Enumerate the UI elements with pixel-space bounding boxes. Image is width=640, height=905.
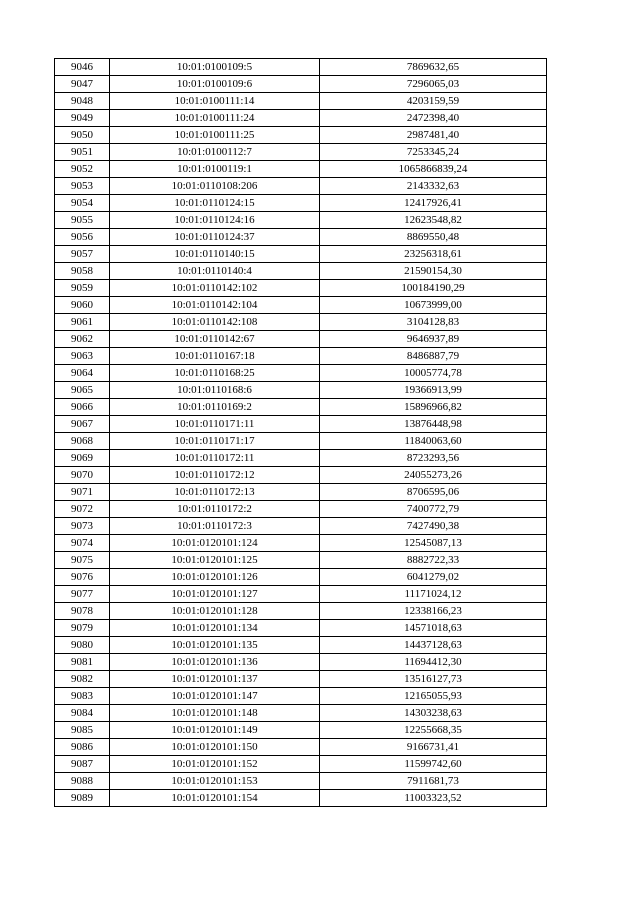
value-cell: 11003323,52 [320, 790, 547, 807]
row-number-cell: 9054 [55, 195, 110, 212]
cadastral-number-cell: 10:01:0120101:124 [110, 535, 320, 552]
value-cell: 2143332,63 [320, 178, 547, 195]
cadastral-number-cell: 10:01:0120101:126 [110, 569, 320, 586]
value-cell: 19366913,99 [320, 382, 547, 399]
table-row [55, 76, 547, 93]
row-number-cell: 9066 [55, 399, 110, 416]
cadastral-number-cell: 10:01:0110172:11 [110, 450, 320, 467]
row-number-cell: 9063 [55, 348, 110, 365]
row-number-cell: 9051 [55, 144, 110, 161]
value-cell: 4203159,59 [320, 93, 547, 110]
row-number-cell: 9069 [55, 450, 110, 467]
table-row [55, 297, 547, 314]
row-number-cell: 9073 [55, 518, 110, 535]
cadastral-number-cell: 10:01:0110168:6 [110, 382, 320, 399]
cadastral-number-cell: 10:01:0110172:2 [110, 501, 320, 518]
cadastral-number-cell: 10:01:0110124:37 [110, 229, 320, 246]
table-row [55, 518, 547, 535]
value-cell: 12623548,82 [320, 212, 547, 229]
row-number-cell: 9050 [55, 127, 110, 144]
table-row [55, 127, 547, 144]
table-row [55, 620, 547, 637]
table-row [55, 756, 547, 773]
row-number-cell: 9089 [55, 790, 110, 807]
table-row [55, 433, 547, 450]
cadastral-number-cell: 10:01:0110142:67 [110, 331, 320, 348]
cadastral-number-cell: 10:01:0110171:17 [110, 433, 320, 450]
cadastral-number-cell: 10:01:0120101:125 [110, 552, 320, 569]
row-number-cell: 9056 [55, 229, 110, 246]
cadastral-number-cell: 10:01:0120101:154 [110, 790, 320, 807]
cadastral-number-cell: 10:01:0120101:149 [110, 722, 320, 739]
table-row [55, 110, 547, 127]
cadastral-number-cell: 10:01:0120101:150 [110, 739, 320, 756]
cadastral-number-cell: 10:01:0100111:24 [110, 110, 320, 127]
table-row [55, 773, 547, 790]
cadastral-number-cell: 10:01:0120101:152 [110, 756, 320, 773]
value-cell: 7400772,79 [320, 501, 547, 518]
table-row [55, 501, 547, 518]
row-number-cell: 9075 [55, 552, 110, 569]
cadastral-number-cell: 10:01:0120101:147 [110, 688, 320, 705]
cadastral-number-cell: 10:01:0110172:3 [110, 518, 320, 535]
table-row [55, 671, 547, 688]
row-number-cell: 9061 [55, 314, 110, 331]
table-row [55, 382, 547, 399]
table-row [55, 705, 547, 722]
cadastral-number-cell: 10:01:0110168:25 [110, 365, 320, 382]
table-row [55, 161, 547, 178]
value-cell: 23256318,61 [320, 246, 547, 263]
value-cell: 10005774,78 [320, 365, 547, 382]
table-row [55, 348, 547, 365]
value-cell: 6041279,02 [320, 569, 547, 586]
value-cell: 12255668,35 [320, 722, 547, 739]
row-number-cell: 9087 [55, 756, 110, 773]
value-cell: 12165055,93 [320, 688, 547, 705]
value-cell: 24055273,26 [320, 467, 547, 484]
table-row [55, 212, 547, 229]
cadastral-number-cell: 10:01:0100109:6 [110, 76, 320, 93]
cadastral-number-cell: 10:01:0110167:18 [110, 348, 320, 365]
value-cell: 9646937,89 [320, 331, 547, 348]
row-number-cell: 9046 [55, 59, 110, 76]
value-cell: 11599742,60 [320, 756, 547, 773]
table-row [55, 416, 547, 433]
table-row [55, 722, 547, 739]
row-number-cell: 9058 [55, 263, 110, 280]
value-cell: 3104128,83 [320, 314, 547, 331]
row-number-cell: 9080 [55, 637, 110, 654]
cadastral-number-cell: 10:01:0120101:135 [110, 637, 320, 654]
row-number-cell: 9079 [55, 620, 110, 637]
table-row [55, 484, 547, 501]
row-number-cell: 9059 [55, 280, 110, 297]
table-row [55, 586, 547, 603]
value-cell: 13516127,73 [320, 671, 547, 688]
cadastral-number-cell: 10:01:0120101:134 [110, 620, 320, 637]
row-number-cell: 9086 [55, 739, 110, 756]
cadastral-number-cell: 10:01:0110172:13 [110, 484, 320, 501]
table-row [55, 246, 547, 263]
row-number-cell: 9082 [55, 671, 110, 688]
table-row [55, 195, 547, 212]
row-number-cell: 9071 [55, 484, 110, 501]
table-row [55, 637, 547, 654]
cadastral-number-cell: 10:01:0100111:25 [110, 127, 320, 144]
value-cell: 13876448,98 [320, 416, 547, 433]
value-cell: 14303238,63 [320, 705, 547, 722]
table-row [55, 535, 547, 552]
cadastral-number-cell: 10:01:0120101:148 [110, 705, 320, 722]
row-number-cell: 9070 [55, 467, 110, 484]
cadastral-number-cell: 10:01:0110171:11 [110, 416, 320, 433]
cadastral-number-cell: 10:01:0110169:2 [110, 399, 320, 416]
row-number-cell: 9083 [55, 688, 110, 705]
table-body [55, 59, 547, 807]
table-row [55, 603, 547, 620]
table-row [55, 450, 547, 467]
row-number-cell: 9074 [55, 535, 110, 552]
value-cell: 11840063,60 [320, 433, 547, 450]
value-cell: 15896966,82 [320, 399, 547, 416]
row-number-cell: 9077 [55, 586, 110, 603]
value-cell: 14437128,63 [320, 637, 547, 654]
cadastral-value-table [54, 58, 547, 807]
table-row [55, 229, 547, 246]
table-row [55, 790, 547, 807]
cadastral-number-cell: 10:01:0120101:137 [110, 671, 320, 688]
value-cell: 8486887,79 [320, 348, 547, 365]
table-row [55, 569, 547, 586]
value-cell: 7427490,38 [320, 518, 547, 535]
value-cell: 12417926,41 [320, 195, 547, 212]
cadastral-number-cell: 10:01:0110142:104 [110, 297, 320, 314]
row-number-cell: 9060 [55, 297, 110, 314]
value-cell: 8869550,48 [320, 229, 547, 246]
row-number-cell: 9072 [55, 501, 110, 518]
table-row [55, 93, 547, 110]
table-row [55, 654, 547, 671]
table-row [55, 399, 547, 416]
cadastral-number-cell: 10:01:0110172:12 [110, 467, 320, 484]
cadastral-number-cell: 10:01:0120101:136 [110, 654, 320, 671]
value-cell: 8723293,56 [320, 450, 547, 467]
cadastral-number-cell: 10:01:0110124:15 [110, 195, 320, 212]
table-row [55, 144, 547, 161]
table-row [55, 688, 547, 705]
value-cell: 2472398,40 [320, 110, 547, 127]
value-cell: 8706595,06 [320, 484, 547, 501]
row-number-cell: 9088 [55, 773, 110, 790]
value-cell: 11694412,30 [320, 654, 547, 671]
cadastral-number-cell: 10:01:0110140:15 [110, 246, 320, 263]
table-row [55, 467, 547, 484]
value-cell: 100184190,29 [320, 280, 547, 297]
row-number-cell: 9068 [55, 433, 110, 450]
row-number-cell: 9052 [55, 161, 110, 178]
cadastral-number-cell: 10:01:0100119:1 [110, 161, 320, 178]
table-row [55, 552, 547, 569]
row-number-cell: 9053 [55, 178, 110, 195]
cadastral-number-cell: 10:01:0110124:16 [110, 212, 320, 229]
row-number-cell: 9065 [55, 382, 110, 399]
table-row [55, 365, 547, 382]
value-cell: 12338166,23 [320, 603, 547, 620]
cadastral-number-cell: 10:01:0110142:102 [110, 280, 320, 297]
row-number-cell: 9081 [55, 654, 110, 671]
cadastral-number-cell: 10:01:0120101:153 [110, 773, 320, 790]
cadastral-number-cell: 10:01:0100112:7 [110, 144, 320, 161]
value-cell: 14571018,63 [320, 620, 547, 637]
value-cell: 9166731,41 [320, 739, 547, 756]
table-row [55, 331, 547, 348]
value-cell: 7296065,03 [320, 76, 547, 93]
value-cell: 7253345,24 [320, 144, 547, 161]
table-row [55, 59, 547, 76]
value-cell: 7869632,65 [320, 59, 547, 76]
value-cell: 1065866839,24 [320, 161, 547, 178]
row-number-cell: 9067 [55, 416, 110, 433]
row-number-cell: 9085 [55, 722, 110, 739]
value-cell: 21590154,30 [320, 263, 547, 280]
table-row [55, 178, 547, 195]
cadastral-number-cell: 10:01:0120101:128 [110, 603, 320, 620]
cadastral-number-cell: 10:01:0110140:4 [110, 263, 320, 280]
table-row [55, 314, 547, 331]
row-number-cell: 9064 [55, 365, 110, 382]
row-number-cell: 9062 [55, 331, 110, 348]
table-row [55, 739, 547, 756]
cadastral-number-cell: 10:01:0110108:206 [110, 178, 320, 195]
value-cell: 12545087,13 [320, 535, 547, 552]
table-row [55, 263, 547, 280]
cadastral-number-cell: 10:01:0120101:127 [110, 586, 320, 603]
row-number-cell: 9057 [55, 246, 110, 263]
row-number-cell: 9076 [55, 569, 110, 586]
row-number-cell: 9049 [55, 110, 110, 127]
value-cell: 8882722,33 [320, 552, 547, 569]
table-row [55, 280, 547, 297]
cadastral-number-cell: 10:01:0110142:108 [110, 314, 320, 331]
row-number-cell: 9048 [55, 93, 110, 110]
row-number-cell: 9084 [55, 705, 110, 722]
value-cell: 11171024,12 [320, 586, 547, 603]
cadastral-number-cell: 10:01:0100109:5 [110, 59, 320, 76]
row-number-cell: 9078 [55, 603, 110, 620]
value-cell: 2987481,40 [320, 127, 547, 144]
row-number-cell: 9047 [55, 76, 110, 93]
value-cell: 7911681,73 [320, 773, 547, 790]
value-cell: 10673999,00 [320, 297, 547, 314]
cadastral-number-cell: 10:01:0100111:14 [110, 93, 320, 110]
row-number-cell: 9055 [55, 212, 110, 229]
